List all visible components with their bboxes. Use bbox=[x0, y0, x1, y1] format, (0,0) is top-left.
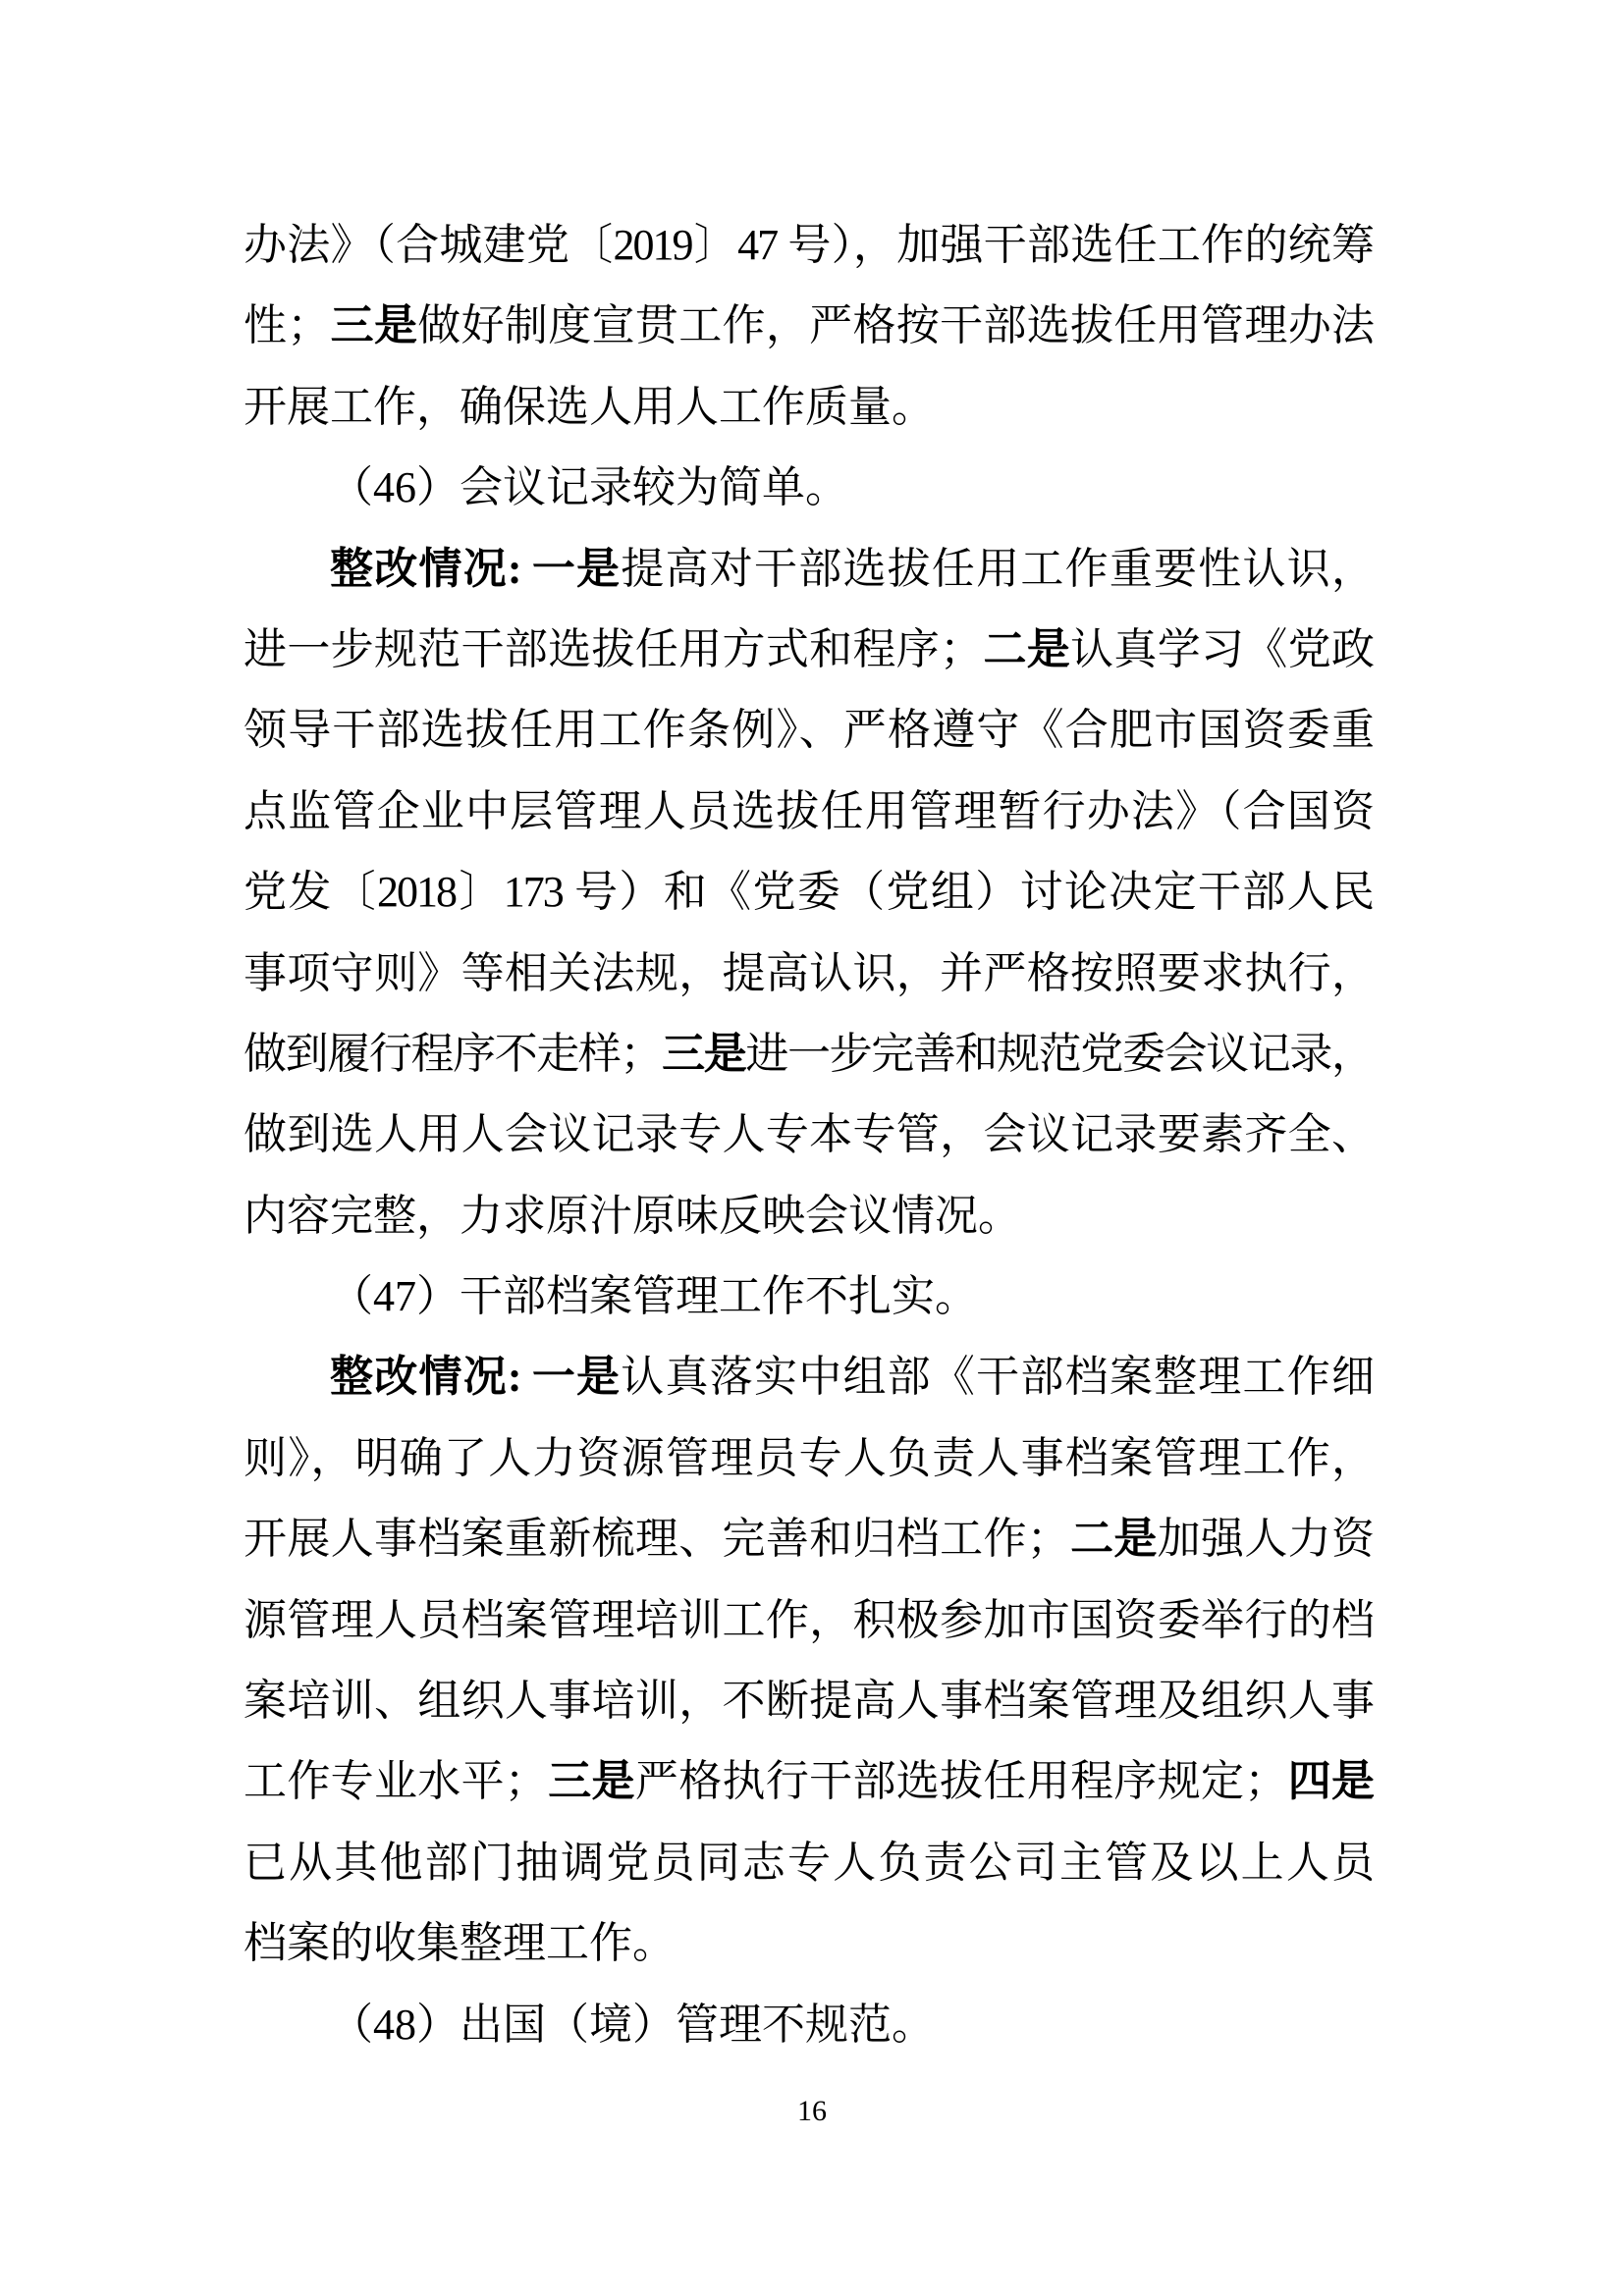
text-run: 进一步完善和规范党委会议记录， bbox=[745, 1029, 1374, 1078]
text-line bbox=[244, 448, 1373, 528]
emphasis-text-run: 二是 bbox=[981, 624, 1071, 673]
text-line bbox=[244, 529, 1373, 610]
text-line bbox=[244, 1661, 1373, 1741]
emphasis-text-run: 整改情况: 一是 bbox=[330, 544, 622, 593]
text-run: 党发〔2018〕173 号）和《党委（党组）讨论决定干部人民 bbox=[244, 868, 1373, 917]
document-body bbox=[244, 205, 1373, 2065]
emphasis-text-run: 整改情况: 一是 bbox=[330, 1353, 622, 1402]
text-run: （46）会议记录较为简单。 bbox=[330, 463, 848, 512]
text-run: 档案的收集整理工作。 bbox=[244, 1919, 676, 1968]
text-run: （48）出国（境）管理不规范。 bbox=[330, 2000, 935, 2049]
text-line bbox=[244, 1903, 1373, 1984]
text-line bbox=[244, 1823, 1373, 1903]
text-run: 内容完整，力求原汁原味反映会议情况。 bbox=[244, 1191, 1021, 1240]
text-line bbox=[244, 934, 1373, 1014]
text-line bbox=[244, 1741, 1373, 1822]
text-line bbox=[244, 690, 1373, 771]
text-run: 领导干部选拔任用工作条例》、严格遵守《合肥市国资委重 bbox=[244, 706, 1373, 755]
text-run: （47）干部档案管理工作不扎实。 bbox=[330, 1272, 978, 1321]
text-run: 则》，明确了人力资源管理员专人负责人事档案管理工作， bbox=[244, 1433, 1373, 1482]
text-line bbox=[244, 610, 1373, 690]
text-line bbox=[244, 852, 1373, 933]
text-run: 事项守则》等相关法规，提高认识，并严格按照要求执行， bbox=[244, 948, 1373, 997]
text-run: 办法》（合城建党〔2019〕47 号），加强干部选任工作的统筹 bbox=[244, 221, 1373, 269]
text-run: 进一步规范干部选拔任用方式和程序； bbox=[244, 624, 982, 673]
text-run: 认真学习《党政 bbox=[1070, 624, 1374, 673]
text-run: 加强人力资 bbox=[1157, 1515, 1374, 1564]
text-run: 工作专业水平； bbox=[244, 1757, 546, 1806]
text-line bbox=[244, 1095, 1373, 1175]
text-line bbox=[244, 1014, 1373, 1095]
text-run: 严格执行干部选拔任用程序规定； bbox=[634, 1757, 1286, 1806]
text-line bbox=[244, 1499, 1373, 1579]
page-number: 16 bbox=[797, 2095, 827, 2127]
text-run: 源管理人员档案管理培训工作，积极参加市国资委举行的档 bbox=[244, 1595, 1373, 1644]
text-line bbox=[244, 367, 1373, 448]
text-line bbox=[244, 772, 1373, 852]
text-line bbox=[244, 1176, 1373, 1256]
text-run: 性； bbox=[244, 301, 329, 350]
emphasis-text-run: 三是 bbox=[661, 1029, 746, 1078]
text-run: 已从其他部门抽调党员同志专人负责公司主管及以上人员 bbox=[244, 1838, 1373, 1887]
text-run: 案培训、组织人事培训，不断提高人事档案管理及组织人事 bbox=[244, 1677, 1373, 1726]
text-run: 点监管企业中层管理人员选拔任用管理暂行办法》（合国资 bbox=[244, 786, 1373, 835]
emphasis-text-run: 三是 bbox=[328, 301, 418, 350]
text-run: 提高对干部选拔任用工作重要性认识， bbox=[621, 544, 1373, 593]
text-line bbox=[244, 205, 1373, 286]
text-run: 做好制度宣贯工作，严格按干部选拔任用管理办法 bbox=[417, 301, 1374, 350]
text-line bbox=[244, 1985, 1373, 2065]
text-run: 开展工作，确保选人用人工作质量。 bbox=[244, 382, 935, 431]
text-line bbox=[244, 286, 1373, 366]
text-line bbox=[244, 1256, 1373, 1337]
text-line bbox=[244, 1580, 1373, 1661]
emphasis-text-run: 二是 bbox=[1067, 1515, 1158, 1564]
text-run: 做到履行程序不走样； bbox=[244, 1029, 662, 1078]
text-run: 认真落实中组部《干部档案整理工作细 bbox=[621, 1353, 1373, 1402]
text-run: 做到选人用人会议记录专人专本专管，会议记录要素齐全、 bbox=[244, 1110, 1373, 1159]
text-line bbox=[244, 1337, 1373, 1417]
emphasis-text-run: 四是 bbox=[1285, 1757, 1374, 1806]
emphasis-text-run: 三是 bbox=[545, 1757, 635, 1806]
text-run: 开展人事档案重新梳理、完善和归档工作； bbox=[244, 1515, 1068, 1564]
text-line bbox=[244, 1418, 1373, 1499]
